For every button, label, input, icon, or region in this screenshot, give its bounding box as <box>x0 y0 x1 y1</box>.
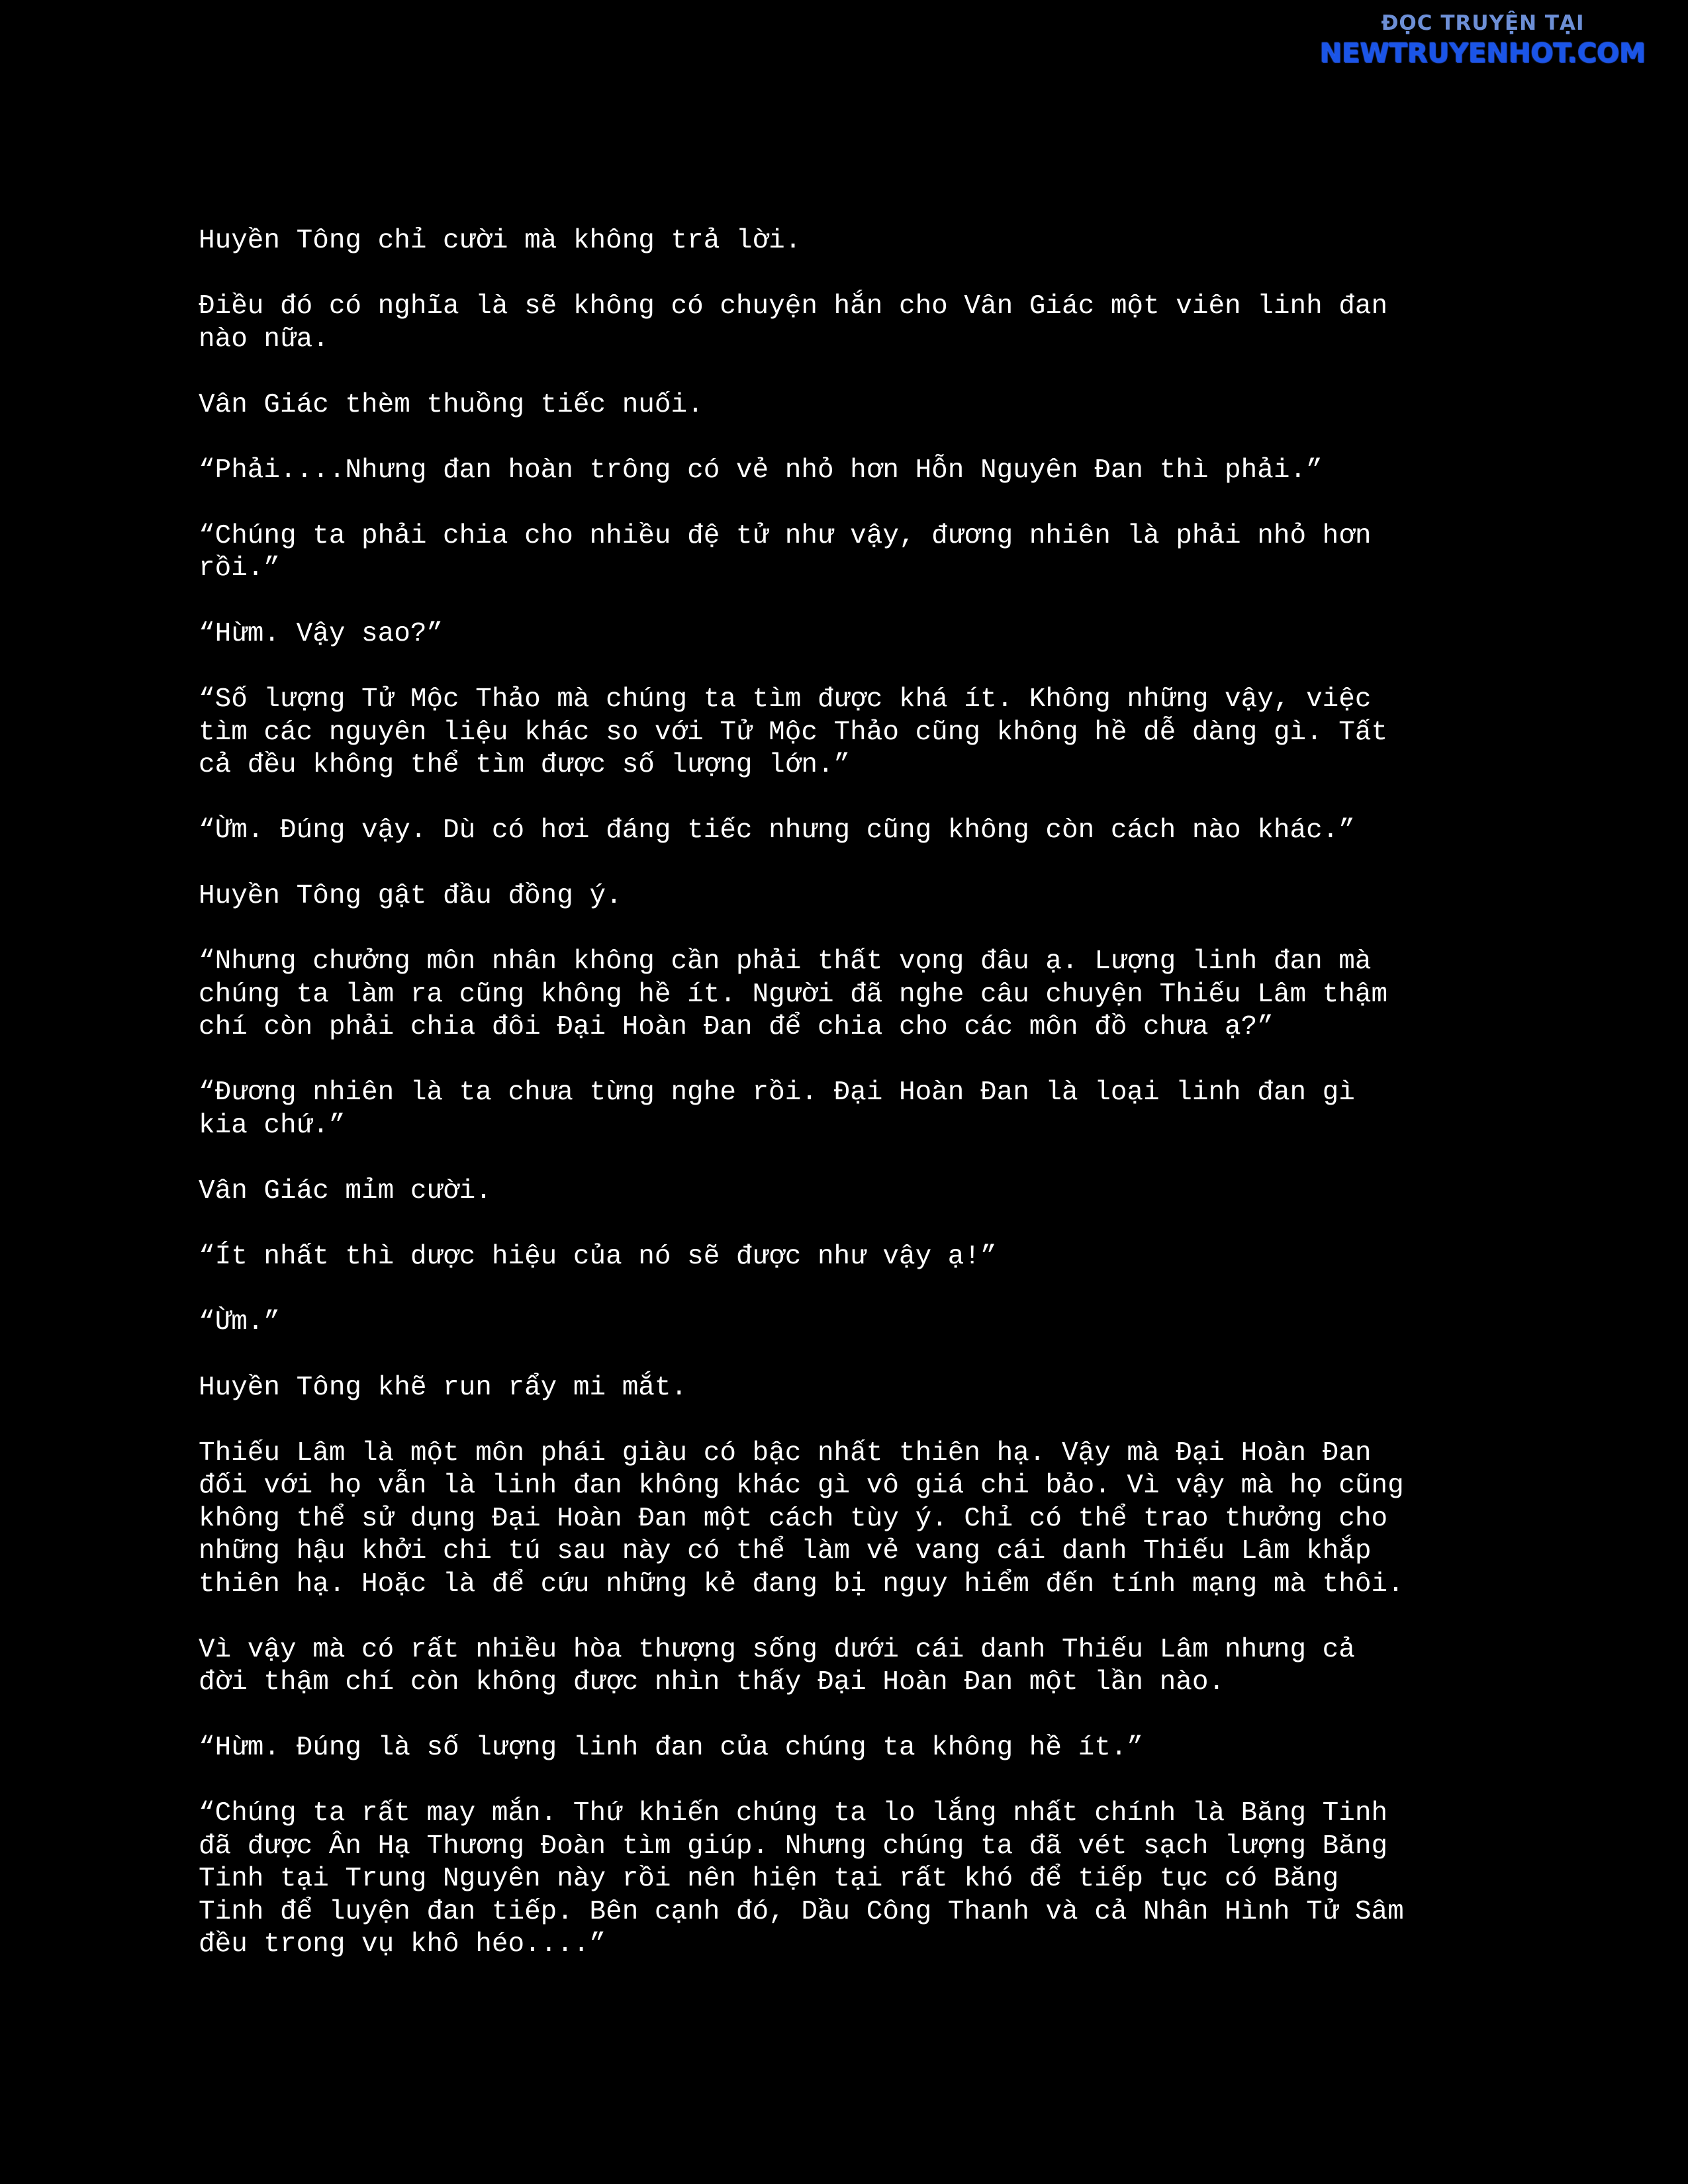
paragraph: “Đương nhiên là ta chưa từng nghe rồi. Đại Hoàn Đan là loại linh đan gì kia chứ.” <box>199 1077 1355 1141</box>
paragraph: “Chúng ta phải chia cho nhiều đệ tử như vậy, đương nhiên là phải nhỏ hơn rồi.” <box>199 520 1372 584</box>
paragraph: Thiếu Lâm là một môn phái giàu có bậc nhất thiên hạ. Vậy mà Đại Hoàn Đan đối với họ vẫn là linh đan không khác gì vô giá chi bảo. Vì vậy mà họ cũng không thể sử dụng Đại Hoàn Đan một cách tùy ý. Chỉ có thể trao thưởng cho những hậu khởi chi tú sau này có thể làm vẻ vang cái danh Thiếu Lâm khắp thiên hạ. Hoặc là để cứu những kẻ đang bị nguy hiểm đến tính mạng mà thôi. <box>199 1437 1404 1600</box>
paragraph: “Hừm. Vậy sao?” <box>199 619 444 649</box>
paragraph: Vân Giác thèm thuồng tiếc nuối. <box>199 389 704 420</box>
paragraph: Vân Giác mỉm cười. <box>199 1175 492 1206</box>
paragraph: “Phải....Nhưng đan hoàn trông có vẻ nhỏ hơn Hỗn Nguyên Đan thì phải.” <box>199 455 1323 486</box>
paragraph: “Ít nhất thì dược hiệu của nó sẽ được như vậy ạ!” <box>199 1241 997 1272</box>
watermark-line-1: ĐỌC TRUYỆN TẠI <box>1381 11 1585 35</box>
paragraph: Huyền Tông khẽ run rẩy mi mắt. <box>199 1372 688 1403</box>
paragraph: “Ừm. Đúng vậy. Dù có hơi đáng tiếc nhưng cũng không còn cách nào khác.” <box>199 815 1355 846</box>
paragraph: “Ừm.” <box>199 1306 281 1338</box>
paragraph: “Nhưng chưởng môn nhân không cần phải thất vọng đâu ạ. Lượng linh đan mà chúng ta làm ra cũng không hề ít. Người đã nghe câu chuyện Thiếu Lâm thậm chí còn phải chia đôi Đại Hoàn Đan để chia cho các môn đồ chưa ạ?” <box>199 946 1388 1042</box>
paragraph: “Số lượng Tử Mộc Thảo mà chúng ta tìm được khá ít. Không những vậy, việc tìm các nguyên liệu khác so với Tử Mộc Thảo cũng không hề dễ dàng gì. Tất cả đều không thể tìm được số lượng lớn.” <box>199 684 1388 780</box>
paragraph: Điều đó có nghĩa là sẽ không có chuyện hắn cho Vân Giác một viên linh đan nào nữa. <box>199 291 1388 355</box>
paragraph: Huyền Tông gật đầu đồng ý. <box>199 881 622 911</box>
watermark <box>1297 9 1668 70</box>
paragraph: “Hừm. Đúng là số lượng linh đan của chúng ta không hề ít.” <box>199 1733 1144 1763</box>
watermark-line-2: NEWTRUYENHOT.COM <box>1319 38 1646 69</box>
paragraph: Vì vậy mà có rất nhiều hòa thượng sống dưới cái danh Thiếu Lâm nhưng cả đời thậm chí còn không được nhìn thấy Đại Hoàn Đan một lần nào. <box>199 1634 1355 1698</box>
paragraph: “Chúng ta rất may mắn. Thứ khiến chúng ta lo lắng nhất chính là Băng Tinh đã được Ân Hạ Thương Đoàn tìm giúp. Nhưng chúng ta đã vét sạch lượng Băng Tinh tại Trung Nguyên này rồi nên hiện tại rất khó để tiếp tục có Băng Tinh để luyện đan tiếp. Bên cạnh đó, Dầu Công Thanh và cả Nhân Hình Tử Sâm đều trong vụ khô héo....” <box>199 1798 1404 1960</box>
paragraph: Huyền Tông chỉ cười mà không trả lời. <box>199 226 802 256</box>
story-text <box>199 225 1516 1994</box>
